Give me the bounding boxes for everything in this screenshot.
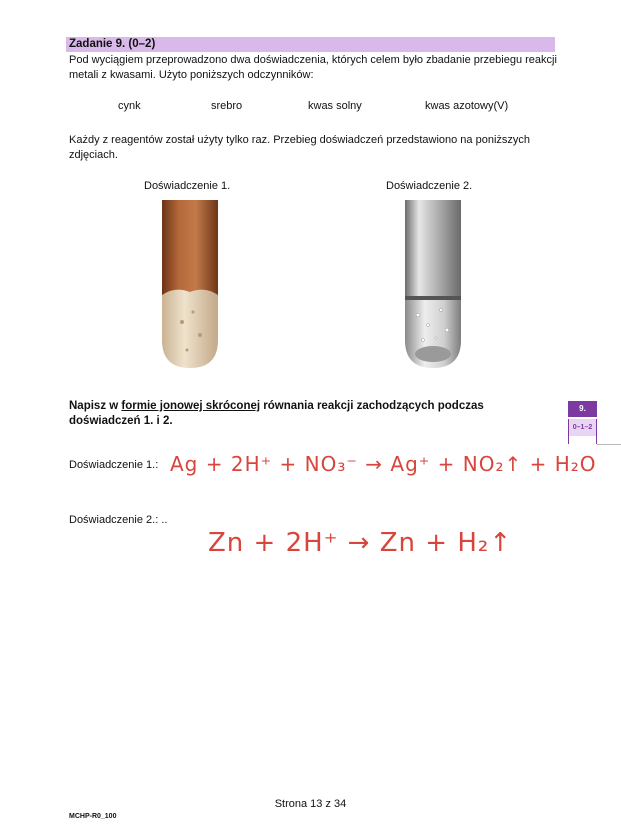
reagent-hydrochloric-acid: kwas solny	[308, 100, 362, 112]
reagent-nitric-acid: kwas azotowy(V)	[425, 100, 509, 112]
answer-1-handwritten-equation: Ag + 2H⁺ + NO₃⁻ → Ag⁺ + NO₂↑ + H₂O	[170, 452, 597, 476]
answer-2-handwritten-equation: Zn + 2H⁺ → Zn + H₂↑	[208, 528, 513, 558]
instruction-underlined: formie jonowej skróconej	[121, 400, 261, 412]
experiment-2-caption: Doświadczenie 2.	[386, 180, 473, 192]
usage-note: Każdy z reagentów został użyty tylko raz. Przebieg doświadczeń przedstawiono na poniższych zdjęciach.	[69, 134, 531, 161]
badge-stem	[568, 436, 597, 444]
instruction-text-start: Napisz w	[69, 400, 122, 412]
task-number-badge: 9.	[568, 401, 597, 417]
task-instruction	[69, 399, 539, 429]
reagent-zinc: cynk	[118, 100, 141, 112]
experiment-1-caption: Doświadczenie 1.	[144, 180, 231, 192]
task-intro: Pod wyciągiem przeprowadzono dwa doświadczenia, których celem było zbadanie przebiegu reakcji metali z kwasami. Użyto poniższych odczynników:	[69, 54, 557, 81]
badge-divider	[597, 444, 621, 445]
document-code: MCHP-R0_100	[69, 813, 117, 820]
instruction-text-end: równania reakcji zachodzących podczas doświadczeń 1. i 2.	[69, 400, 484, 427]
task-title: Zadanie 9. (0–2)	[66, 37, 555, 52]
reagent-silver: srebro	[211, 100, 243, 112]
experiment-1-test-tube-photo	[160, 200, 220, 370]
page-number: Strona 13 z 34	[274, 798, 347, 810]
answer-1-label: Doświadczenie 1.:	[69, 459, 159, 471]
answer-2-label: Doświadczenie 2.: ..	[69, 514, 168, 526]
score-scale-badge: 0–1–2	[568, 419, 597, 436]
experiment-2-test-tube-photo	[403, 200, 463, 370]
